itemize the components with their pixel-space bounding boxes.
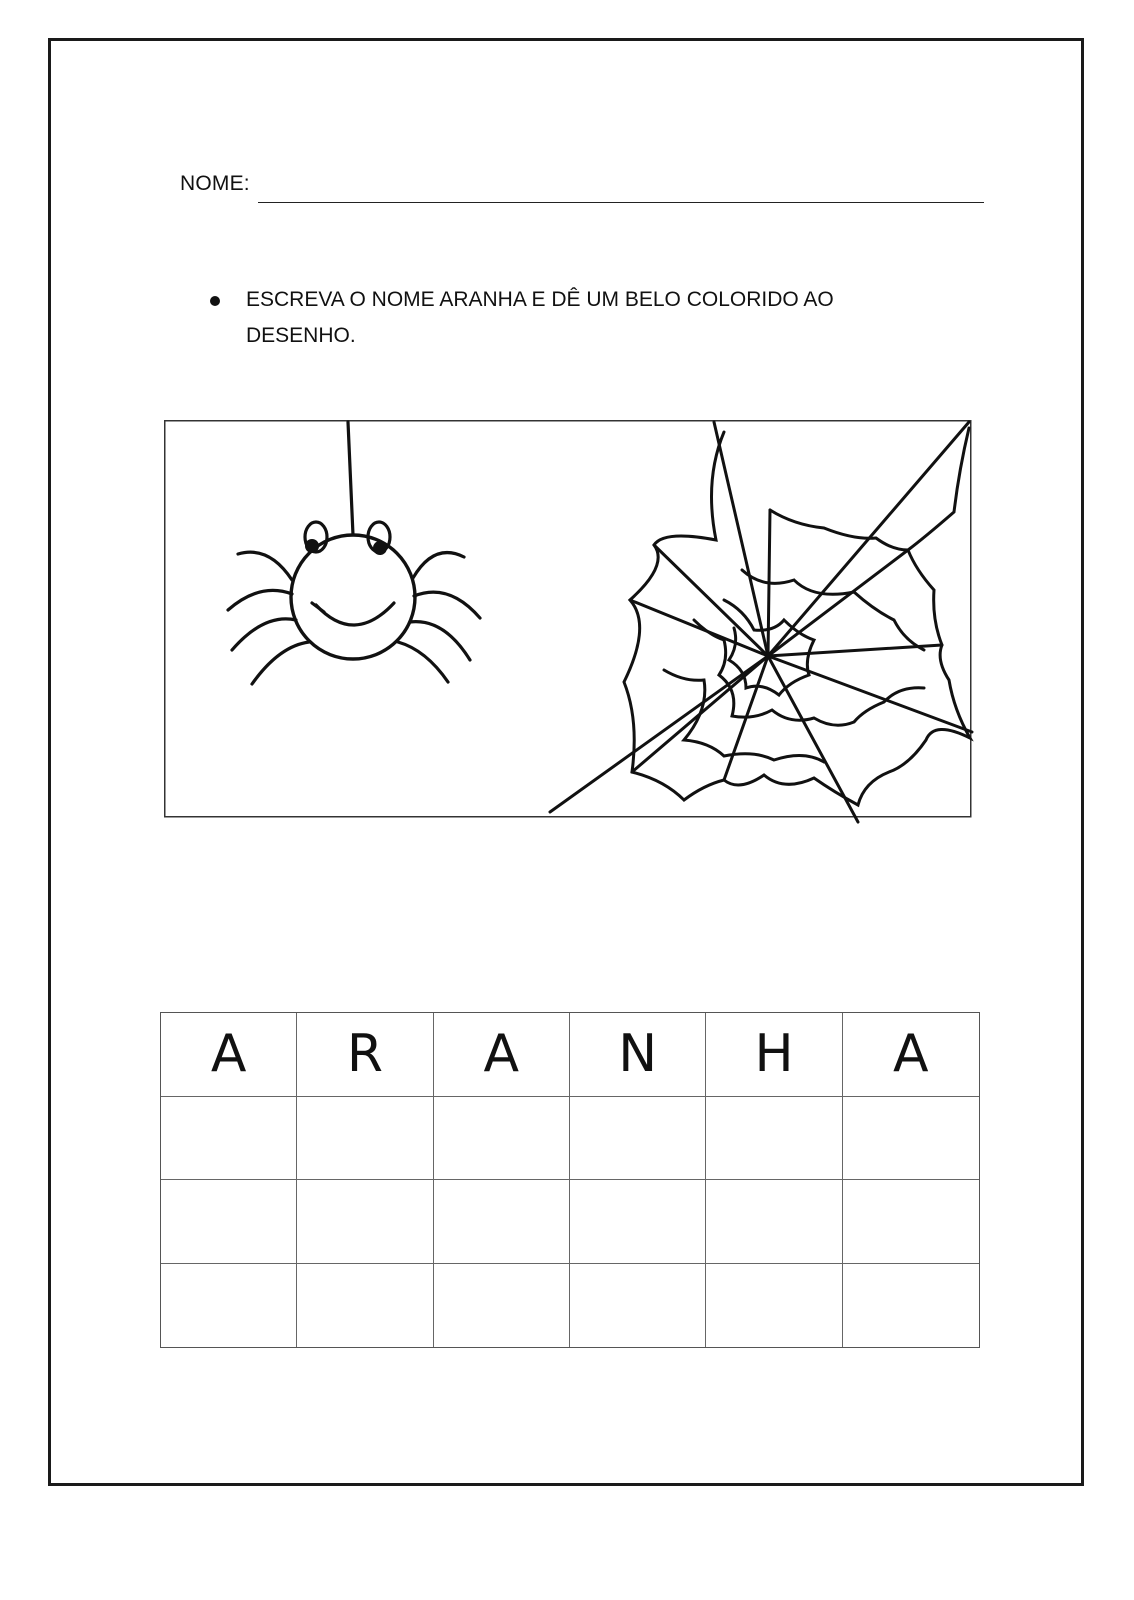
writing-cell[interactable] (706, 1180, 842, 1264)
writing-cell[interactable] (570, 1180, 706, 1264)
letter-cell: A (843, 1013, 979, 1097)
letter-grid (160, 1012, 980, 1348)
writing-cell[interactable] (161, 1264, 297, 1348)
writing-cell[interactable] (706, 1097, 842, 1181)
name-label: NOME: (180, 172, 250, 195)
name-write-line[interactable] (258, 202, 984, 203)
letter-cell: R (297, 1013, 433, 1097)
writing-cell[interactable] (843, 1264, 979, 1348)
writing-cell[interactable] (434, 1264, 570, 1348)
letter-cell: A (434, 1013, 570, 1097)
letter-cell: N (570, 1013, 706, 1097)
writing-cell[interactable] (297, 1180, 433, 1264)
bullet-icon (210, 296, 220, 306)
illustration-frame (164, 420, 984, 838)
writing-cell[interactable] (434, 1180, 570, 1264)
spider-web-icon (550, 422, 972, 822)
spider-icon (228, 422, 480, 684)
instruction-text: ESCREVA O NOME ARANHA E DÊ UM BELO COLORIDO AO DESENHO. (246, 288, 834, 347)
writing-cell[interactable] (570, 1264, 706, 1348)
writing-cell[interactable] (706, 1264, 842, 1348)
writing-cell[interactable] (843, 1097, 979, 1181)
writing-cell[interactable] (161, 1097, 297, 1181)
writing-cell[interactable] (570, 1097, 706, 1181)
letter-cell: A (161, 1013, 297, 1097)
writing-cell[interactable] (297, 1264, 433, 1348)
letter-cell: H (706, 1013, 842, 1097)
writing-cell[interactable] (161, 1180, 297, 1264)
writing-cell[interactable] (843, 1180, 979, 1264)
writing-cell[interactable] (297, 1097, 433, 1181)
writing-cell[interactable] (434, 1097, 570, 1181)
